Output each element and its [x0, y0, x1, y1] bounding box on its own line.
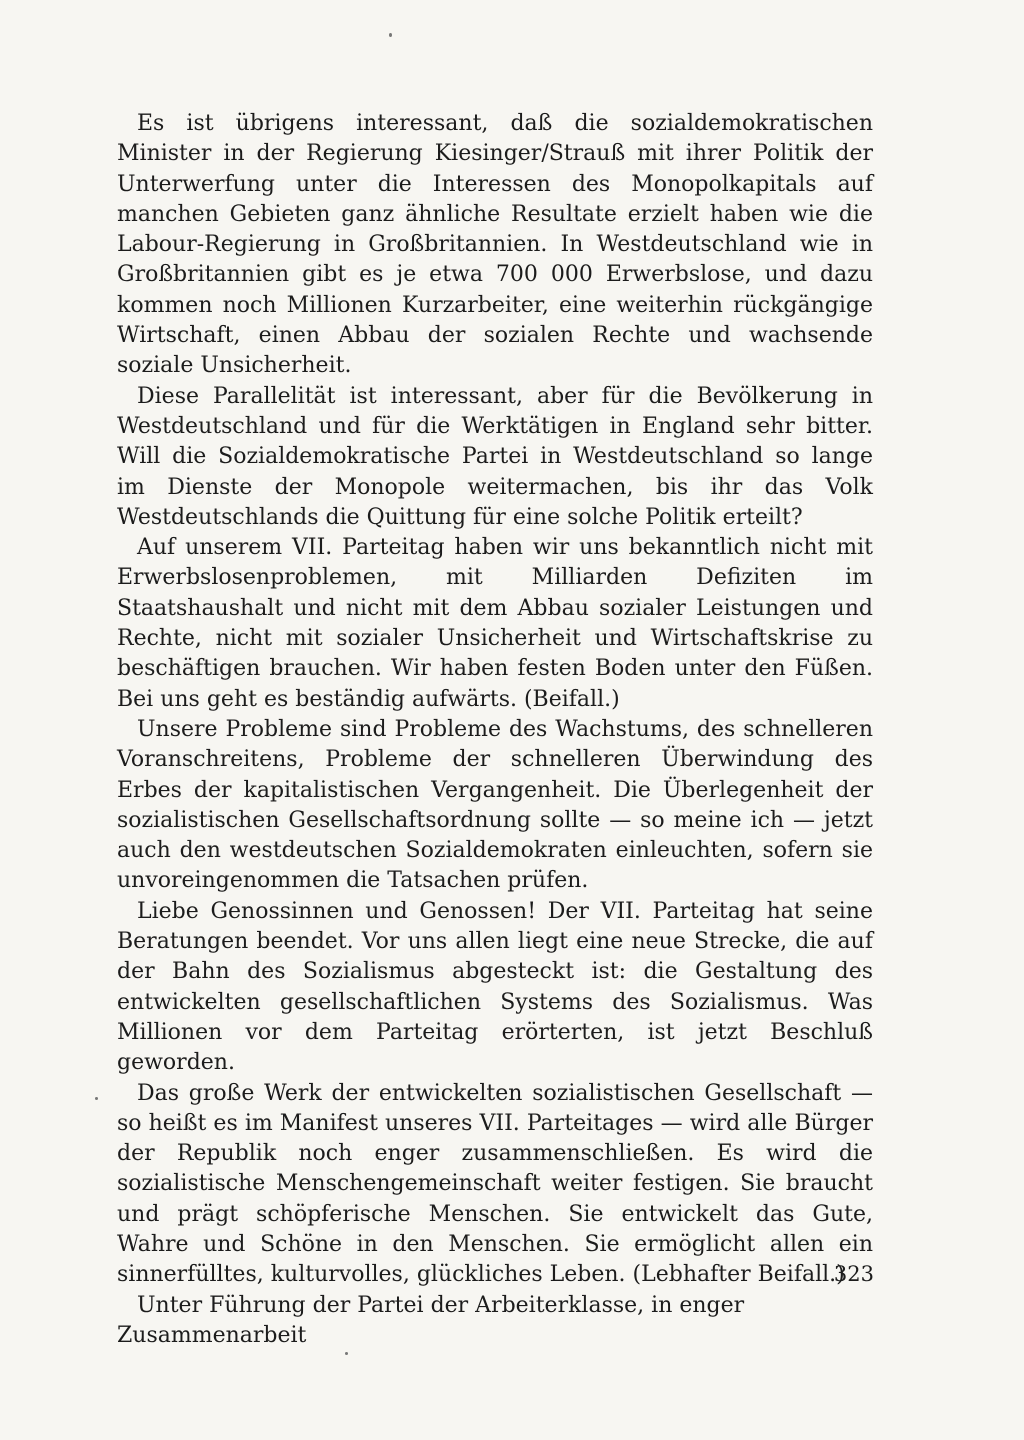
paragraph-2: Diese Parallelität ist interessant, aber für die Bevölkerung in Westdeutschland und für die Werktätigen in England sehr bitter. Will die Sozialdemokratische Partei in Westdeutschland so lange im Dienste der Monopole weitermachen, bis ihr das Volk Westdeutschlands die Quittung für eine solche Politik erteilt? [117, 383, 873, 530]
paragraph-5: Liebe Genossinnen und Genossen! Der VII. Parteitag hat seine Beratungen beendet. Vor uns allen liegt eine neue Strecke, die auf der Bahn des Sozialismus abgesteckt ist: die Gestaltung des entwickelten gesellschaftlichen Systems des Sozialismus. Was Millionen vor dem Parteitag erörterten, ist jetzt Beschluß geworden. [117, 898, 873, 1076]
page-number: 323 [833, 1262, 874, 1286]
print-speck [389, 33, 392, 37]
paragraph-4: Unsere Probleme sind Probleme des Wachstums, des schnelleren Voranschreitens, Probleme der schnelleren Überwindung des Erbes der kapitalistischen Vergangenheit. Die Überlegenheit der sozialistischen Gesellschaftsordnung sollte — so meine ich — jetzt auch den westdeutschen Sozialdemokraten einleuchten, sofern sie unvoreingenommen die Tatsachen prüfen. [117, 716, 873, 894]
paragraph-7: Unter Führung der Partei der Arbeiterklasse, in enger Zusammenarbeit [117, 1292, 745, 1348]
paragraph-3: Auf unserem VII. Parteitag haben wir uns bekanntlich nicht mit Erwerbslosenproblemen, mit Milliarden Defiziten im Staatshaushalt und nicht mit dem Abbau sozialer Leistungen und Rechte, nicht mit sozialer Unsicherheit und Wirtschaftskrise zu beschäftigen brauchen. Wir haben festen Boden unter den Füßen. Bei uns geht es beständig aufwärts. (Beifall.) [117, 535, 873, 712]
body-text [117, 109, 873, 1351]
paragraph-6: Das große Werk der entwickelten sozialistischen Gesellschaft — so heißt es im Manifest unseres VII. Parteitages — wird alle Bürger der Republik noch enger zusammenschließen. Es wird die sozialistische Menschengemeinschaft weiter festigen. Sie braucht und prägt schöpferische Menschen. Sie entwickelt das Gute, Wahre und Schöne in den Menschen. Sie ermöglicht allen ein sinnerfülltes, kulturvolles, glückliches Leben. (Lebhafter Beifall.) [117, 1080, 873, 1288]
print-speck [95, 1097, 98, 1100]
paragraph-1: Es ist übrigens interessant, daß die sozialdemokratischen Minister in der Regierung Kiesinger/Strauß mit ihrer Politik der Unterwerfung unter die Interessen des Monopolkapitals auf manchen Gebieten ganz ähnliche Resultate erzielt haben wie die Labour-Regierung in Großbritannien. In Westdeutschland wie in Großbritannien gibt es je etwa 700 000 Erwerbslose, und dazu kommen noch Millionen Kurzarbeiter, eine weiterhin rückgängige Wirtschaft, einen Abbau der sozialen Rechte und wachsende soziale Unsicherheit. [117, 111, 873, 379]
print-speck [345, 1352, 348, 1355]
